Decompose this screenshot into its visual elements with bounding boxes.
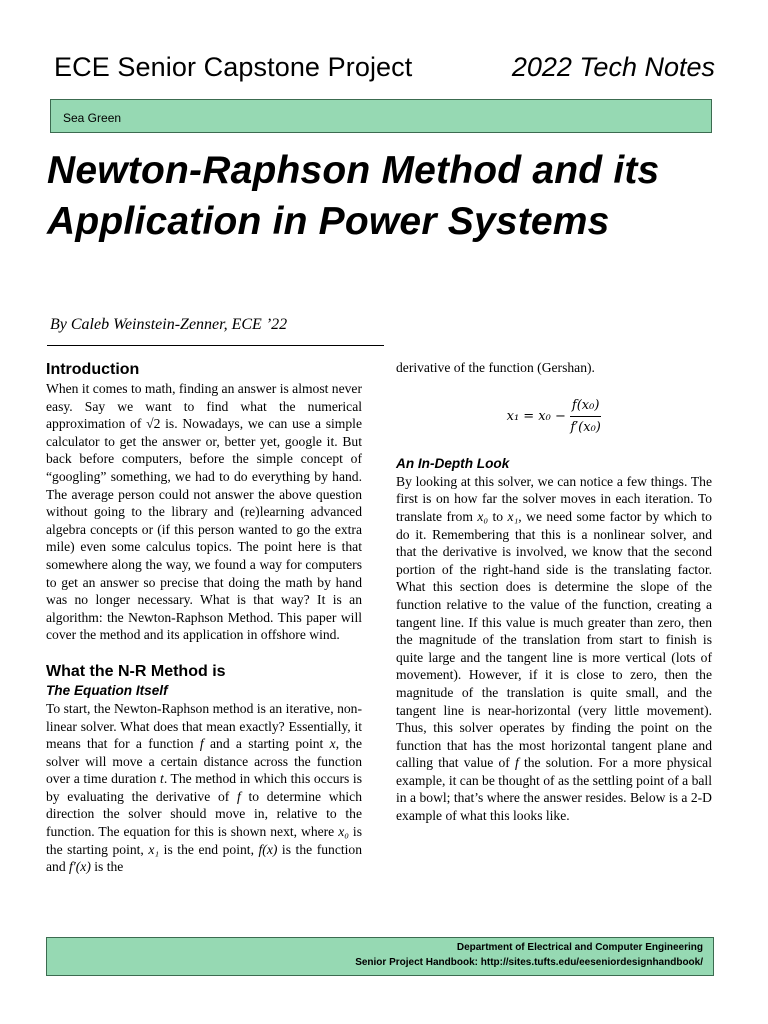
intro-heading: Introduction bbox=[46, 361, 140, 378]
footer-department: Department of Electrical and Computer Engineering bbox=[456, 942, 703, 953]
equation-itself-subheading: The Equation Itself bbox=[46, 682, 168, 698]
in-depth-subheading: An In-Depth Look bbox=[396, 455, 510, 471]
nr-method-heading: What the N-R Method is bbox=[46, 662, 226, 680]
equation-denominator: f′(x₀) bbox=[570, 420, 601, 436]
equation-fraction bbox=[570, 397, 602, 437]
sqrt-two-symbol: √2 bbox=[146, 416, 161, 432]
header-tech-notes: 2022 Tech Notes bbox=[511, 52, 715, 82]
right-column bbox=[396, 359, 712, 825]
footer-handbook-link[interactable]: Senior Project Handbook: http://sites.tufts.edu/eeseniordesignhandbook/ bbox=[355, 957, 703, 968]
color-band-label: Sea Green bbox=[63, 111, 122, 125]
article-title: Newton-Raphson Method and its Application in Power Systems bbox=[47, 149, 660, 243]
header-project-title: ECE Senior Capstone Project bbox=[54, 52, 413, 82]
byline: By Caleb Weinstein-Zenner, ECE ’22 bbox=[50, 316, 288, 333]
nr-method-paragraph: To start, the Newton-Raphson method is an iterative, non-linear solver. What does that mean exactly? Essentially, it means that for a function f and a starting point x, the solver will move a certain distance across the function over a time duration t. The method in which this occurs is by evaluating the derivative of f to determine which direction the solver should move in, relative to the function. The equation for this is shown next, where x₀ is the starting point, x₁ is the end point, f(x) is the function and f′(x) is the bbox=[46, 700, 363, 875]
footer-band bbox=[46, 937, 714, 976]
intro-paragraph: When it comes to math, finding an answer is almost never easy. Say we want to find what the numerical approximation of √2 is. Nowadays, we can use a simple calculator to get the answer or, better yet, google it. But back before computers, before the simple concept of “googling” something, we had to do everything by hand. The average person could not answer the above question without going to the library and (re)learning advanced algebra concepts or (if this person wanted to go the extra mile) even some calculus topics. The point here is that somewhere along the way, we found a way for computers to get an answer so precise that doing the math by hand was no longer necessary. What is that way? It is an algorithm: the Newton-Raphson Method. This paper will cover the method and its application in offshore wind. bbox=[46, 381, 362, 643]
byline-divider bbox=[47, 345, 384, 346]
equation-numerator: f(x₀) bbox=[570, 397, 602, 418]
newton-raphson-equation bbox=[396, 397, 712, 437]
in-depth-paragraph: By looking at this solver, we can notice a few things. The first is on how far the solver moves in each iteration. To translate from x₀ to x₁, we need some factor by which to do it. Remembering that this is a nonlinear solver, and that the derivative is involved, we know that the second portion of the right-hand side is the translating factor. What this section does is determine the slope of the function relative to the value of the function, creating a tangent line. If this value is much greater than zero, then the magnitude of the translation from start to finish is quite large and the tangent line is more vertical (lots of movement). However, if it is close to zero, then the magnitude of the translation is quite small, and the tangent line is near-horizontal (very little movement). Thus, this solver operates by finding the point on the function that has the most horizontal tangent plane and calling that value of f the solution. For a more physical example, it can be thought of as the settling point of a ball in a bowl; that’s where the answer resides. Below is a 2-D example of what this looks like. bbox=[396, 473, 712, 824]
derivative-continuation: derivative of the function (Gershan). bbox=[396, 360, 595, 375]
equation-lhs: x₁ = x₀ − bbox=[506, 408, 566, 424]
left-column bbox=[46, 360, 362, 876]
color-band bbox=[50, 99, 712, 133]
